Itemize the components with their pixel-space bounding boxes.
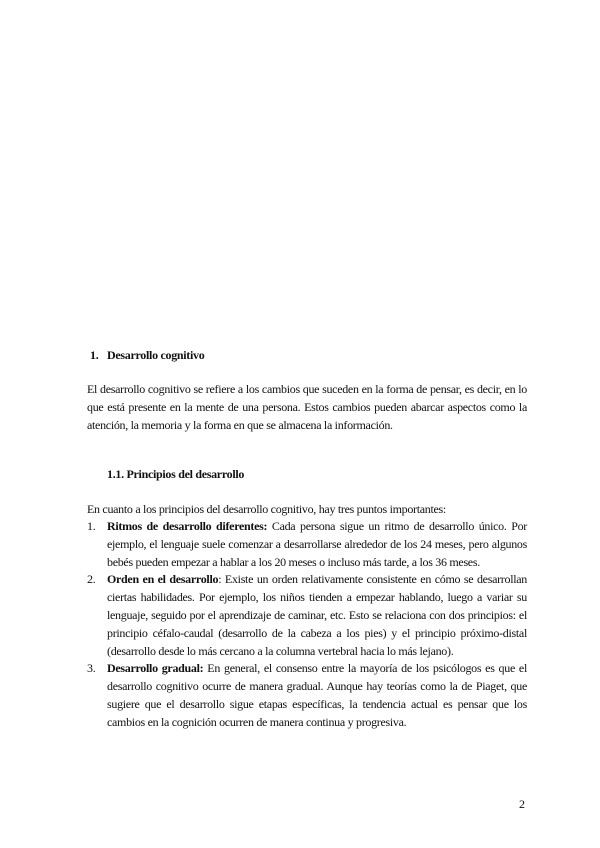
list-item: [87, 660, 527, 731]
list-item-term: Ritmos de desarrollo diferentes:: [107, 519, 268, 533]
page-number: 2: [519, 797, 525, 811]
section-heading: [90, 348, 204, 363]
list-marker: 2.: [87, 572, 96, 587]
subsection-heading: 1.1. Principios del desarrollo: [107, 467, 245, 481]
section-number: 1.: [90, 348, 99, 362]
lead-paragraph: En cuanto a los principios del desarrollo cognitivo, hay tres puntos importantes:: [87, 502, 446, 516]
list-item-term: Orden en el desarrollo: [107, 572, 219, 587]
list-item: [87, 518, 527, 571]
list-item-term: Desarrollo gradual:: [107, 661, 204, 676]
principles-list: [87, 518, 527, 732]
list-item-text: En general, el consenso entre la mayoría de los psicólogos es que el desarrollo cognitivo ocurre de manera gradual. Aunque hay teorías como la de Piaget, que sugiere que el desarrollo sigue etapas específicas, la tendencia actual es pensar que los cambios en la cognición ocurren de manera continua y progresiva.: [107, 661, 527, 729]
list-item-text: Cada persona sigue un ritmo de desarrollo único. Por ejemplo, el lenguaje suele comenzar a desarrollarse alrededor de los 24 meses, pero algunos bebés pueden empezar a hablar a los 20 meses o incluso más tarde, a los 36 meses.: [107, 519, 527, 569]
list-item-text: : Existe un orden relativamente consistente en cómo se desarrollan ciertas habilidades. Por ejemplo, los niños tienden a empezar hablando, luego a variar su lenguaje, seguido por el aprendizaje de caminar, etc. Esto se relaciona con dos principios: el principio céfalo-caudal (desarrollo de la cabeza a los pies) y el principio próximo-distal (desarrollo desde lo más cercano a la columna vertebral hacia lo más lejano).: [107, 572, 527, 658]
list-marker: 3.: [87, 661, 96, 676]
intro-paragraph: El desarrollo cognitivo se refiere a los cambios que suceden en la forma de pensar, es decir, en lo que está presente en la mente de una persona. Estos cambios pueden abarcar aspectos como la atención, la memoria y la forma en que se almacena la información.: [87, 382, 527, 432]
list-item: [87, 571, 527, 660]
section-title: Desarrollo cognitivo: [107, 348, 205, 362]
list-marker: 1.: [87, 519, 96, 533]
